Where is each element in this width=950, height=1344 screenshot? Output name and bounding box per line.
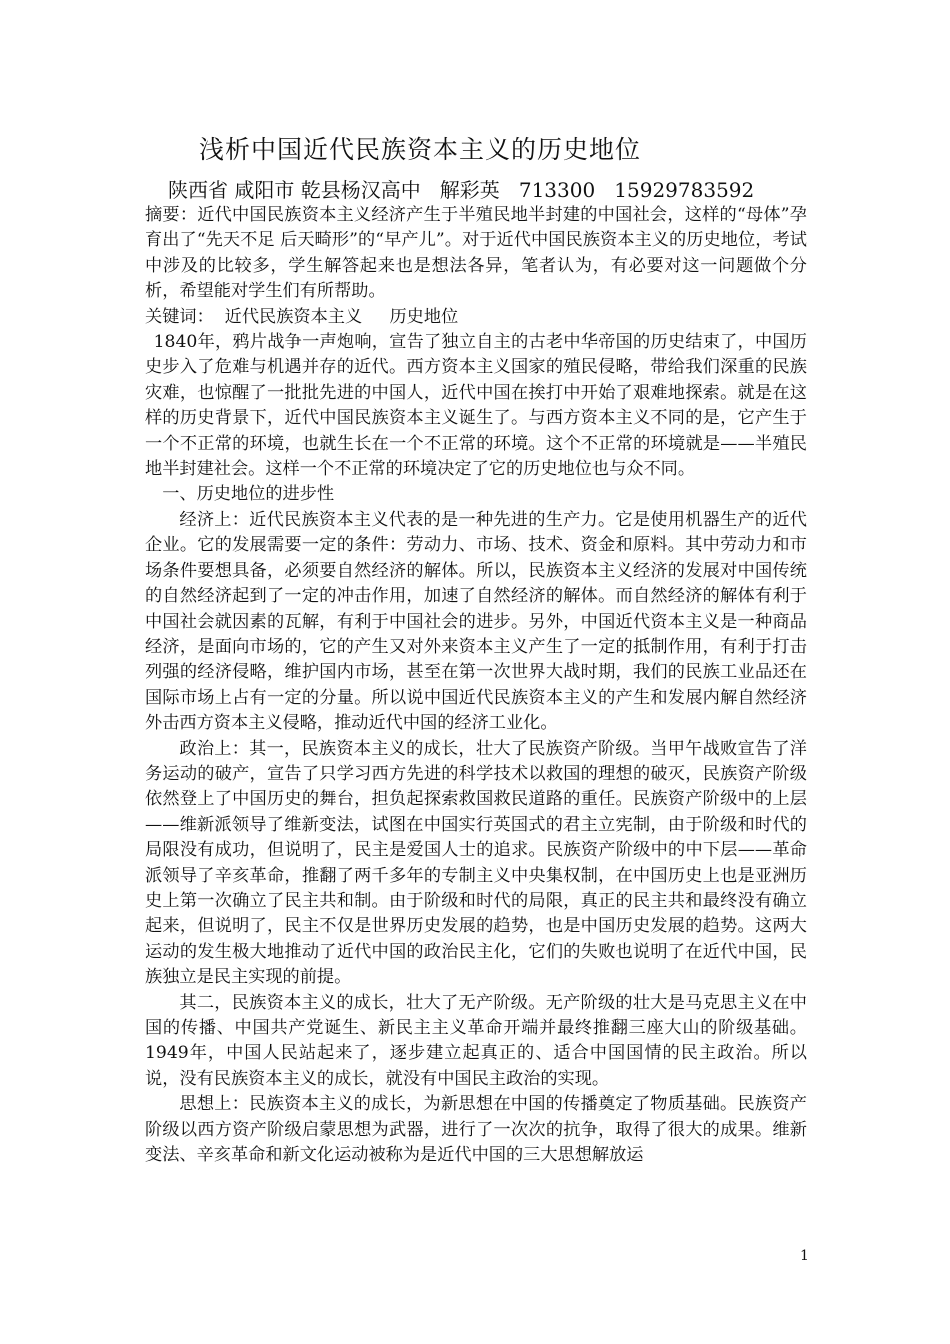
politics-paragraph-2: 其二，民族资本主义的成长，壮大了无产阶级。无产阶级的壮大是马克思主义在中国的传播、中国共产党诞生、新民主主义革命开端并最终推翻三座大山的阶级基础。1949年，中国人民站起来了，逐步建立起真正的、适合中国国情的民主政治。所以说，没有民族资本主义的成长，就没有中国民主政治的实现。: [145, 992, 807, 1089]
document-body: [145, 203, 807, 1168]
thought-paragraph: 思想上：民族资本主义的成长，为新思想在中国的传播奠定了物质基础。民族资产阶级以西方资产阶级启蒙思想为武器，进行了一次次的抗争，取得了很大的成果。维新变法、辛亥革命和新文化运动被称为是近代中国的三大思想解放运: [145, 1094, 807, 1166]
politics-paragraph-1: 政治上：其一，民族资本主义的成长，壮大了民族资产阶级。当甲午战败宣告了洋务运动的破产，宣告了只学习西方先进的科学技术以救国的理想的破灭，民族资产阶级依然登上了中国历史的舞台，担负起探索救国救民道路的重任。民族资产阶级中的上层——维新派领导了维新变法，试图在中国实行英国式的君主立宪制，由于阶级和时代的局限没有成功，但说明了，民主是爱国人士的追求。民族资产阶级中的中下层——革命派领导了辛亥革命，推翻了两千多年的专制主义中央集权制，在中国历史上也是亚洲历史上第一次确立了民主共和制。由于阶级和时代的局限，真正的民主共和最终没有确立起来，但说明了，民主不仅是世界历史发展的趋势，也是中国历史发展的趋势。这两大运动的发生极大地推动了近代中国的政治民主化，它们的失败也说明了在近代中国，民族独立是民主实现的前提。: [145, 738, 807, 988]
page-number: 1: [800, 1248, 809, 1264]
section-heading: 一、历史地位的进步性: [162, 484, 335, 505]
abstract-paragraph: 摘要：近代中国民族资本主义经济产生于半殖民地半封建的中国社会，这样的“母体”孕育出了“先天不足 后天畸形”的“早产儿”。对于近代中国民族资本主义的历史地位，考试中涉及的比较多，学生解答起来也是想法各异，笔者认为，有必要对这一问题做个分析，希望能对学生们有所帮助。: [145, 205, 807, 302]
economy-paragraph: 经济上：近代民族资本主义代表的是一种先进的生产力。它是使用机器生产的近代企业。它的发展需要一定的条件：劳动力、市场、技术、资金和原料。其中劳动力和市场条件要想具备，必须要自然经济的解体。所以，民族资本主义经济的发展对中国传统的自然经济起到了一定的冲击作用，加速了自然经济的解体。而自然经济的解体有利于中国社会就因素的瓦解，有利于中国社会的进步。另外，中国近代资本主义是一种商品经济，是面向市场的，它的产生又对外来资本主义产生了一定的抵制作用，有利于打击列强的经济侵略，维护国内市场，甚至在第一次世界大战时期，我们的民族工业品还在国际市场上占有一定的分量。所以说中国近代民族资本主义的产生和发展内解自然经济外击西方资本主义侵略，推动近代中国的经济工业化。: [145, 509, 807, 734]
keywords-line: 关键词： 近代民族资本主义 历史地位: [145, 306, 459, 327]
intro-paragraph: 1840年，鸦片战争一声炮响，宣告了独立自主的古老中华帝国的历史结束了，中国历史步入了危难与机遇并存的近代。西方资本主义国家的殖民侵略，带给我们深重的民族灾难，也惊醒了一批批先进的中国人，近代中国在挨打中开始了艰难地探索。就是在这样的历史背景下，近代中国民族资本主义诞生了。与西方资本主义不同的是，它产生于一个不正常的环境，也就生长在一个不正常的环境。这个不正常的环境就是——半殖民地半封建社会。这样一个不正常的环境决定了它的历史地位也与众不同。: [145, 332, 807, 480]
document-title: 浅析中国近代民族资本主义的历史地位: [198, 135, 641, 164]
author-line: 陕西省 咸阳市 乾县杨汉高中 解彩英 713300 15929783592: [168, 178, 755, 202]
